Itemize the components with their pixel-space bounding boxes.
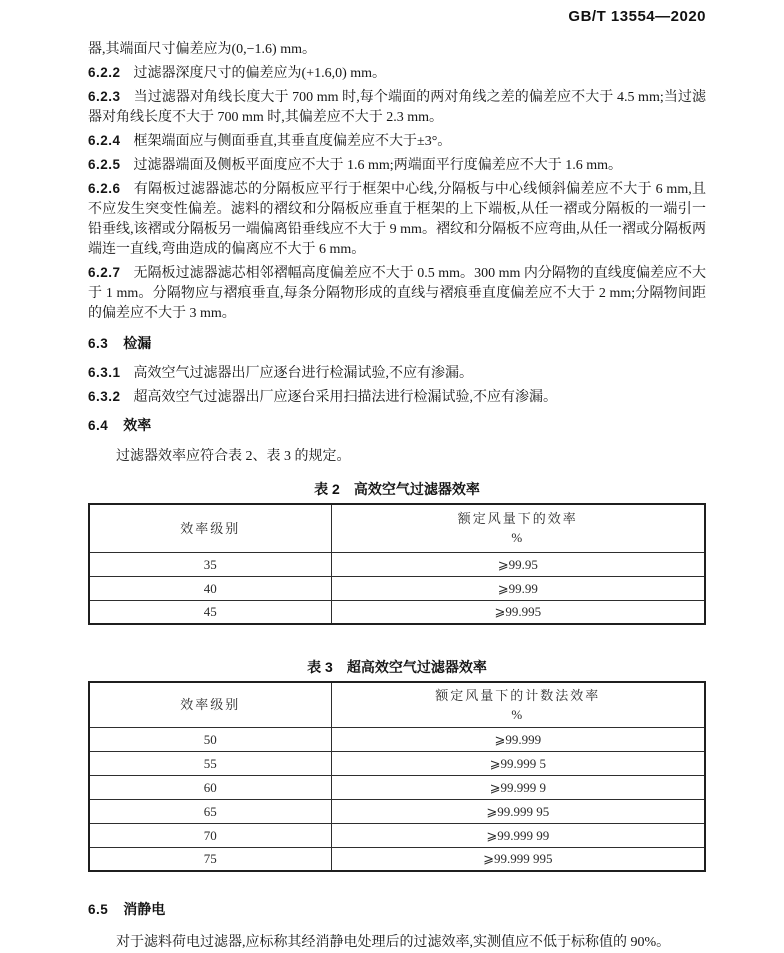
efficiency-level: 50: [89, 727, 331, 751]
section-number: 6.5: [88, 902, 109, 917]
clause-text: 过滤器深度尺寸的偏差应为(+1.6,0) mm。: [133, 66, 387, 81]
clause-number: 6.2.5: [88, 157, 121, 172]
clause-6-3-1: [88, 363, 706, 384]
clause-number: 6.3.2: [88, 389, 121, 404]
table2-col2-header: [331, 504, 705, 552]
paragraph-continuation: 器,其端面尺寸偏差应为(0,−1.6) mm。: [88, 42, 316, 57]
clause-text: 超高效空气过滤器出厂应逐台采用扫描法进行检漏试验,不应有渗漏。: [133, 390, 558, 405]
section-heading-6-4: [88, 416, 706, 437]
efficiency-level: 75: [89, 847, 331, 871]
section-title: 效率: [123, 419, 152, 434]
efficiency-level: 65: [89, 799, 331, 823]
clause-number: 6.2.2: [88, 65, 121, 80]
table3-row: [89, 751, 705, 775]
paragraph-6-4-intro: 过滤器效率应符合表 2、表 3 的规定。: [116, 449, 351, 464]
efficiency-level: 60: [89, 775, 331, 799]
section-title: 消静电: [123, 903, 166, 918]
table2-caption-title: 高效空气过滤器效率: [353, 481, 480, 497]
section-number: 6.4: [88, 418, 109, 433]
efficiency-level: 45: [89, 600, 331, 624]
clause-text: 过滤器端面及侧板平面度应不大于 1.6 mm;两端面平行度偏差应不大于 1.6 mm。: [133, 158, 622, 173]
clause-6-2-7: [88, 263, 706, 324]
table3-col2-header: [331, 682, 705, 727]
clause-6-3-2: [88, 387, 706, 408]
table2-header-row: [89, 504, 705, 552]
table2-row: [89, 552, 705, 576]
efficiency-value: ⩾99.999 9: [331, 775, 705, 799]
table3-col2-unit: %: [511, 706, 525, 722]
clause-6-2-4: [88, 131, 706, 152]
clause-text: 有隔板过滤器滤芯的分隔板应平行于框架中心线,分隔板与中心线倾斜偏差应不大于 6 mm,且不应发生突变性偏差。滤料的褶纹和分隔板应垂直于框架的上下端板,从任一褶或分隔板的一端引一铅垂线,该褶或分隔板另一端偏离铅垂线应不大于 9 mm。褶纹和分隔板不应弯曲,从任一褶或分隔板两端连一直线,弯曲造成的偏离应不大于 6 mm。: [88, 182, 706, 257]
efficiency-value: ⩾99.999: [331, 727, 705, 751]
section-title: 检漏: [123, 337, 152, 352]
clause-number: 6.2.6: [88, 181, 121, 196]
efficiency-level: 70: [89, 823, 331, 847]
efficiency-value: ⩾99.999 99: [331, 823, 705, 847]
efficiency-level: 35: [89, 552, 331, 576]
clause-text: 框架端面应与侧面垂直,其垂直度偏差应不大于±3°。: [133, 134, 452, 149]
table3-caption-title: 超高效空气过滤器效率: [346, 659, 487, 675]
table3-caption: [88, 657, 706, 677]
section-heading-6-5: [88, 900, 706, 921]
clause-6-2-3: [88, 87, 706, 128]
table3-col2-header-text: 额定风量下的计数法效率: [435, 687, 601, 703]
clause-number: 6.2.4: [88, 133, 121, 148]
table3-caption-label: 表 3: [307, 659, 333, 675]
table2-row: [89, 600, 705, 624]
clause-number: 6.2.3: [88, 89, 121, 104]
clause-6-2-2: [88, 63, 706, 84]
clause-6-2-6: [88, 179, 706, 260]
page-body: [88, 40, 706, 953]
table2-row: [89, 576, 705, 600]
table3-ulpa-efficiency: [88, 681, 706, 872]
efficiency-level: 40: [89, 576, 331, 600]
table2-caption-label: 表 2: [314, 481, 340, 497]
efficiency-value: ⩾99.999 5: [331, 751, 705, 775]
section-number: 6.3: [88, 336, 109, 351]
clause-text: 高效空气过滤器出厂应逐台进行检漏试验,不应有渗漏。: [133, 366, 474, 381]
efficiency-value: ⩾99.999 95: [331, 799, 705, 823]
table3-row: [89, 847, 705, 871]
table2-col2-header-text: 额定风量下的效率: [457, 511, 578, 527]
table3-row: [89, 823, 705, 847]
table3-col1-header: 效率级别: [89, 682, 331, 727]
efficiency-value: ⩾99.99: [331, 576, 705, 600]
table3-row: [89, 775, 705, 799]
table2-col2-unit: %: [511, 530, 525, 546]
efficiency-level: 55: [89, 751, 331, 775]
table2-caption: [88, 479, 706, 499]
clause-number: 6.3.1: [88, 365, 121, 380]
page-header: [88, 8, 706, 26]
clause-number: 6.2.7: [88, 265, 121, 280]
efficiency-value: ⩾99.999 995: [331, 847, 705, 871]
efficiency-value: ⩾99.95: [331, 552, 705, 576]
clause-6-2-5: [88, 155, 706, 176]
paragraph-6-5: 对于滤料荷电过滤器,应标称其经消静电处理后的过滤效率,实测值应不低于标称值的 90%。: [116, 935, 671, 950]
efficiency-value: ⩾99.995: [331, 600, 705, 624]
section-heading-6-3: [88, 334, 706, 355]
clause-text: 无隔板过滤器滤芯相邻褶幅高度偏差应不大于 0.5 mm。300 mm 内分隔物的直线度偏差应不大于 1 mm。分隔物应与褶痕垂直,每条分隔物形成的直线与褶痕垂直度偏差应不大于 2 mm;分隔物间距的偏差应不大于 3 mm。: [88, 266, 706, 321]
table2-hepa-efficiency: [88, 503, 706, 625]
standard-number: GB/T 13554—2020: [568, 8, 706, 25]
clause-text: 当过滤器对角线长度大于 700 mm 时,每个端面的两对角线之差的偏差应不大于 4.5 mm;当过滤器对角线长度不大于 700 mm 时,其偏差应不大于 2.3 mm。: [88, 90, 706, 125]
table2-col1-header: 效率级别: [89, 504, 331, 552]
table3-header-row: [89, 682, 705, 727]
table3-row: [89, 727, 705, 751]
table3-row: [89, 799, 705, 823]
